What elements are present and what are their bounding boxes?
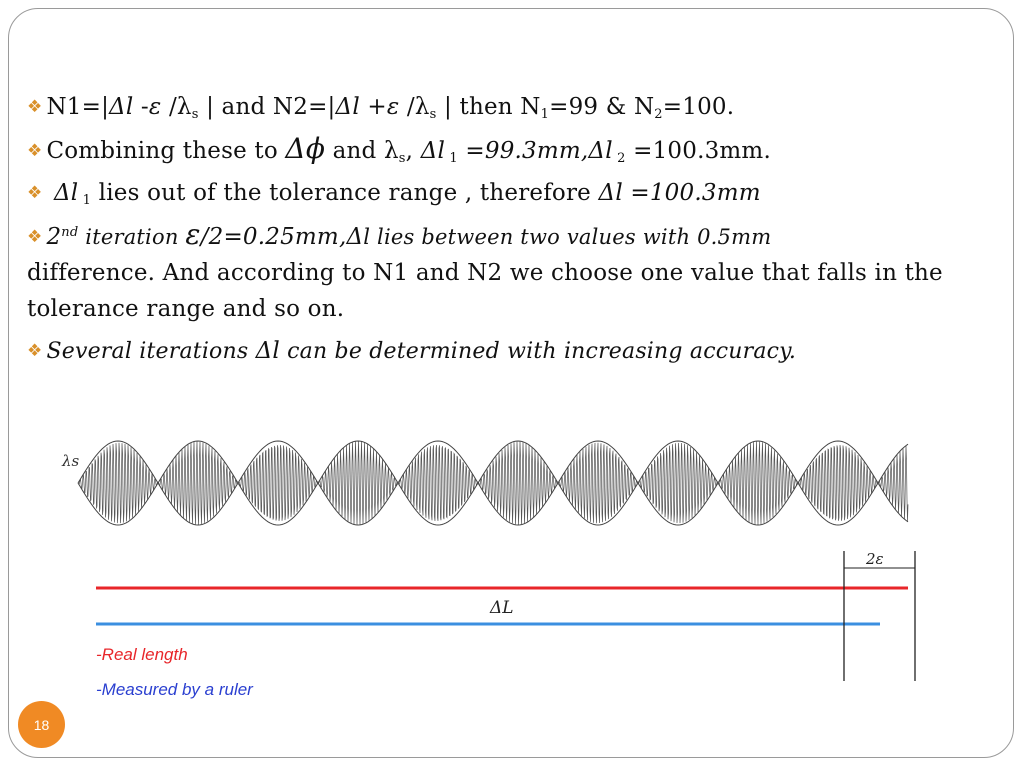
superscript: nd <box>61 225 79 240</box>
delta-symbol: Δ <box>109 94 126 120</box>
wave-label: λs <box>62 452 80 470</box>
text: , <box>405 138 421 164</box>
text: + <box>359 94 387 120</box>
text: l lies between two values with 0.5mm <box>363 225 772 249</box>
slide-body <box>27 89 1002 370</box>
text: and <box>325 138 384 164</box>
subscript: 1 <box>540 107 550 122</box>
delta-symbol: Δ <box>335 94 353 120</box>
text: / <box>161 94 177 120</box>
delta-symbol: Δ <box>598 180 616 206</box>
delta-symbol: Δ <box>420 138 438 164</box>
bullet-1 <box>27 89 1002 125</box>
text: l <box>70 180 79 206</box>
subscript: 2 <box>654 107 663 122</box>
text: l <box>352 94 360 120</box>
diamond-bullet-icon: ❖ <box>27 141 43 161</box>
text: can be determined with increasing accuracy. <box>279 339 797 364</box>
lambda-symbol: λ <box>414 94 430 120</box>
diamond-bullet-icon: ❖ <box>27 227 43 247</box>
paragraph-continuation: difference. And according to N1 and N2 we choose one value that falls in the tolerance range and so on. <box>27 260 943 322</box>
text: l <box>437 138 446 164</box>
delta-length-label: ΔL <box>490 598 514 618</box>
text: / <box>399 94 415 120</box>
diamond-bullet-icon: ❖ <box>27 183 43 203</box>
text: N1=| <box>46 94 110 120</box>
text: iteration <box>78 225 186 249</box>
text: | and N2=| <box>198 94 336 120</box>
bullet-3 <box>27 175 1002 211</box>
subscript: 2 <box>612 151 626 166</box>
epsilon-symbol: ε <box>185 218 201 251</box>
modulated-wave <box>78 441 908 525</box>
text: l <box>605 138 613 164</box>
lambda-symbol: λ <box>176 94 192 120</box>
delta-symbol: Δ <box>346 224 364 250</box>
subscript: s <box>191 107 199 122</box>
text: lies out of the tolerance range , therefore <box>91 180 599 206</box>
diamond-bullet-icon: ❖ <box>27 97 43 117</box>
text: Combining these to <box>46 138 286 164</box>
delta-phi-symbol: Δϕ <box>285 132 326 165</box>
legend-measured: -Measured by a ruler <box>96 680 253 699</box>
text: 2 <box>46 224 62 250</box>
text: =100. <box>662 94 735 120</box>
legend-real-length: -Real length <box>96 645 188 664</box>
text: l <box>272 338 280 364</box>
subscript: s <box>398 151 406 166</box>
measurement-diagram <box>60 433 930 713</box>
epsilon-symbol: ε <box>148 94 162 120</box>
subscript: 1 <box>445 151 458 166</box>
text: - <box>133 94 149 120</box>
text: =99.3mm, <box>457 138 589 164</box>
text: Several iterations <box>46 339 256 364</box>
wave-signal <box>78 441 908 525</box>
diamond-bullet-icon: ❖ <box>27 341 43 361</box>
text: =99 & N <box>549 94 655 120</box>
subscript: 1 <box>78 193 92 208</box>
text: | then N <box>436 94 541 120</box>
text: /2=0.25mm, <box>200 224 347 250</box>
text: l <box>125 94 134 120</box>
bullet-2 <box>27 131 1002 169</box>
text: =100.3mm. <box>625 138 771 164</box>
delta-symbol: Δ <box>588 138 606 164</box>
subscript: s <box>429 107 437 122</box>
page-number-badge: 18 <box>18 701 65 748</box>
epsilon-symbol: ε <box>386 94 400 120</box>
text: l =100.3mm <box>615 180 761 206</box>
lambda-symbol: λ <box>384 138 399 164</box>
bullet-5 <box>27 333 1002 370</box>
delta-symbol: Δ <box>53 180 71 206</box>
delta-symbol: Δ <box>255 338 273 364</box>
bullet-4 <box>27 217 1002 327</box>
epsilon-label: 2ε <box>866 550 884 568</box>
